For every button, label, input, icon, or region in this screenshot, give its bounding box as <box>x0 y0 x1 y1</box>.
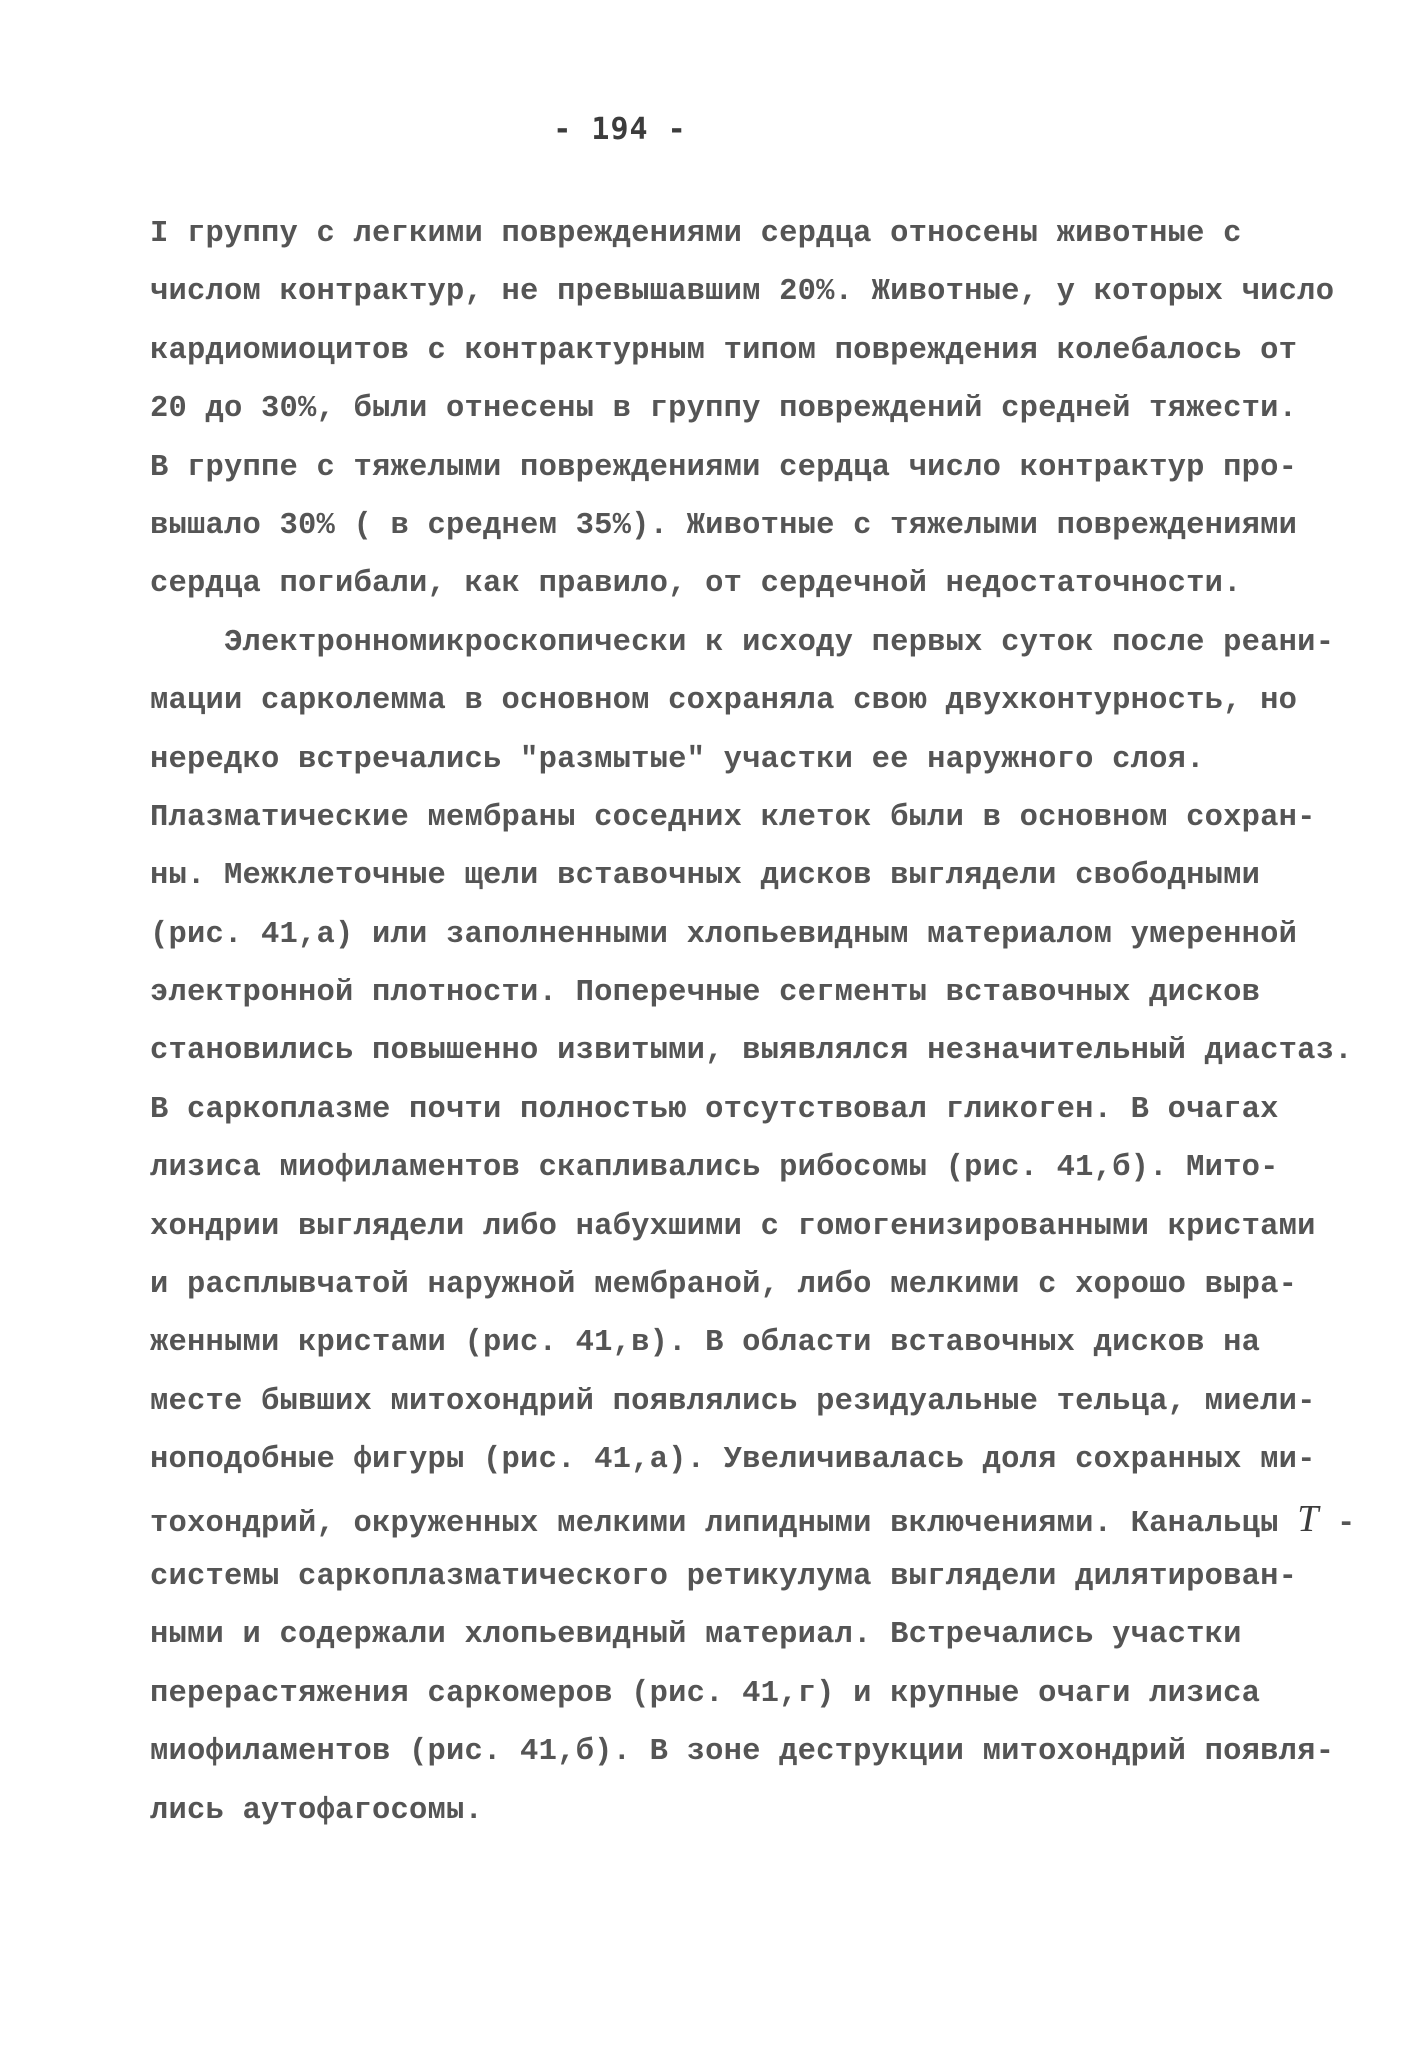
body-text <box>150 205 1356 1840</box>
text-line: Электронномикроскопически к исходу первых суток после реани- <box>150 625 1335 660</box>
text-line: ноподобные фигуры (рис. 41,а). Увеличивалась доля сохранных ми- <box>150 1443 1316 1478</box>
text-line: вышало 30% ( в среднем 35%). Животные с тяжелыми повреждениями <box>150 508 1298 543</box>
text-line: I группу с легкими повреждениями сердца относены животные с <box>150 217 1242 251</box>
text-line: системы саркоплазматического ретикулума выглядели дилятирован- <box>150 1559 1298 1594</box>
text-line: (рис. 41,а) или заполненными хлопьевидным материалом умеренной <box>150 917 1298 952</box>
text-line: перерастяжения саркомеров (рис. 41,г) и крупные очаги лизиса <box>150 1676 1261 1711</box>
text-line: В группе с тяжелыми повреждениями сердца число контрактур про- <box>150 450 1298 485</box>
t-system-suffix: - <box>1318 1506 1356 1541</box>
page-number: - 194 - <box>553 112 687 147</box>
text-line: и расплывчатой наружной мембраной, либо мелкими с хорошо выра- <box>150 1268 1298 1303</box>
text-line: месте бывших митохондрий появлялись резидуальные тельца, миели- <box>150 1384 1316 1419</box>
text-line-main: тохондрий, окруженных мелкими липидными включениями. Канальцы <box>150 1506 1298 1541</box>
text-line-t-system <box>150 1490 1356 1548</box>
text-line: 20 до 30%, были отнесены в группу повреждений средней тяжести. <box>150 392 1298 427</box>
text-line: сердца погибали, как правило, от сердечной недостаточности. <box>150 567 1242 602</box>
text-line: женными кристами (рис. 41,в). В области вставочных дисков на <box>150 1326 1261 1361</box>
t-system-letter: Т <box>1297 1497 1319 1540</box>
text-line: ны. Межклеточные щели вставочных дисков выглядели свободными <box>150 859 1261 894</box>
text-line: кардиомиоцитов с контрактурным типом повреждения колебалось от <box>150 333 1298 368</box>
text-line: нередко встречались "размытые" участки ее наружного слоя. <box>150 742 1205 777</box>
text-line: миофиламентов (рис. 41,б). В зоне деструкции митохондрий появля- <box>150 1735 1335 1770</box>
text-line: В саркоплазме почти полностью отсутствовал гликоген. В очагах <box>150 1092 1279 1127</box>
text-line: Плазматические мембраны соседних клеток были в основном сохран- <box>150 800 1316 835</box>
text-line: хондрии выглядели либо набухшими с гомогенизированными кристами <box>150 1209 1316 1244</box>
text-line: электронной плотности. Поперечные сегменты вставочных дисков <box>150 976 1261 1011</box>
text-line: лизиса миофиламентов скапливались рибосомы (рис. 41,б). Мито- <box>150 1151 1279 1186</box>
text-line: становились повышенно извитыми, выявлялся незначительный диастаз. <box>150 1034 1353 1069</box>
text-line: мации сарколемма в основном сохраняла свою двухконтурность, но <box>150 684 1298 719</box>
text-line: лись аутофагосомы. <box>150 1793 484 1828</box>
text-line: ными и содержали хлопьевидный материал. Встречались участки <box>150 1618 1242 1653</box>
text-line: числом контрактур, не превышавшим 20%. Животные, у которых число <box>150 275 1335 310</box>
